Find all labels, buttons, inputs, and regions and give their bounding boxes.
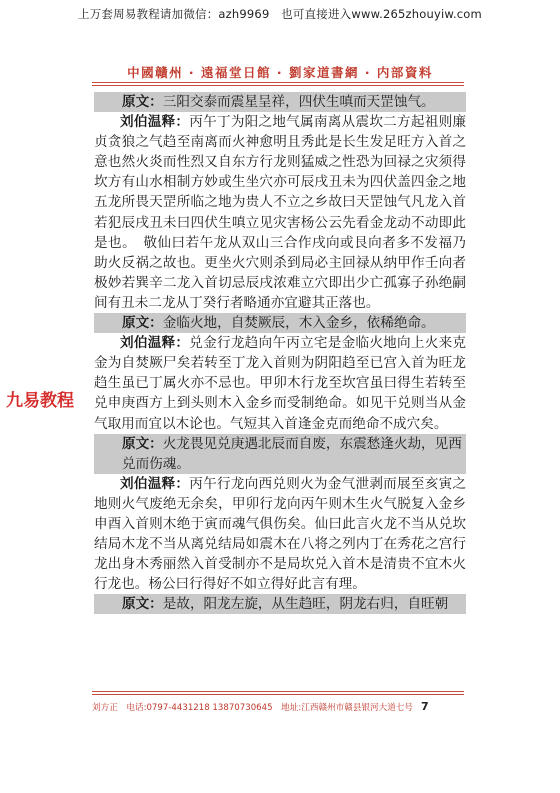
series-header: 中國贛州 · 遠福堂日館 · 劉家道書網 · 内部資料 <box>127 65 433 80</box>
header-rule <box>92 82 464 83</box>
header-rule-double <box>92 85 464 86</box>
footer <box>92 700 464 713</box>
footer-rule <box>92 691 464 692</box>
commentary-3: 刘伯温释：丙午行龙向西兑则火为金气泄剥而展至亥寅之地则火气废绝无余矣，甲卯行龙向丙午则木生火气脱复入金乡申酉入首则木绝于寅而魂气俱伤矣。仙曰此言火龙不当从兑坎结局木龙不当从离兑结局如震木在八将之列内丁在秀花之宫行龙出身木秀丽然入首受制亦不是局坎兑入首木是清贵不宜木火行龙也。杨公曰行得好不如立得好此言有理。 <box>94 475 467 593</box>
original-text-4: 原文：是故，阳龙左旋，从生趋旺，阴龙右归，自旺朝 <box>94 594 466 614</box>
footer-rule-double <box>92 694 464 695</box>
original-text-1: 原文：三阳交泰而震星呈祥，四伏生嗔而天罡蚀气。 <box>94 92 466 112</box>
commentary-1: 刘伯温释：丙午丁为阳之地气属南离从震坎二方起祖则廉贞贪狼之气趋至南离而火神愈明且秀此是长生发足旺方入首之意也然火炎而性烈又自东方行龙则猛威之性恐为回禄之灾须得坎方有山水相制方妙或生坐穴亦可辰戌丑未为四伏盖四金之地五龙所畏天罡所临之地为贵人不立之乡故曰天罡蚀气凡龙入首若犯辰戌丑未曰四伏生嗔立见灾害杨公云先看金龙动不动即此是也。 敬仙曰若午龙从双山三合作戌向或艮向者多不发福乃助火反祸之故也。更坐火穴则杀到局必主回禄从纳甲作壬向者极妙若巽辛二龙入首切忌辰戌浓难立穴即出少亡孤寡子孙绝嗣间有丑未二龙从丁癸行者略通亦宜避其正落也。 <box>94 114 467 311</box>
original-text-3: 原文：火龙畏见兑庚遇北辰而自废，东震愁逢火劫，见西兑而伤魂。 <box>94 434 466 474</box>
commentary-2: 刘伯温释：兑金行龙趋向午丙立宅是金临火地向上火来克金为自焚厥尸矣若转至丁龙入首则为阴阳趋至已宫入首为旺龙趋生虽已丁属火亦不忌也。甲卯木行龙至坎宫虽曰得生若转至兑申庚酉方上到头则木入金乡而受制绝命。如见干兑则当从金气取用而宜以木论也。气短其入首逢金克而绝命不成穴矣。 <box>94 335 467 432</box>
side-watermark: 九易教程 <box>6 391 74 411</box>
top-notice: 上万套周易教程请加微信：azh9969 也可直接进入www.265zhouyiw.com <box>78 7 482 21</box>
original-text-2: 原文：金临火地，自焚厥辰，木入金乡，依稀绝命。 <box>94 313 466 333</box>
page-number: 7 <box>420 700 429 713</box>
footer-contact: 刘方正 电话:0797-4431218 13870730645 地址:江西赣州市赣县银河大道七号 <box>92 703 413 713</box>
document-body <box>94 92 466 614</box>
